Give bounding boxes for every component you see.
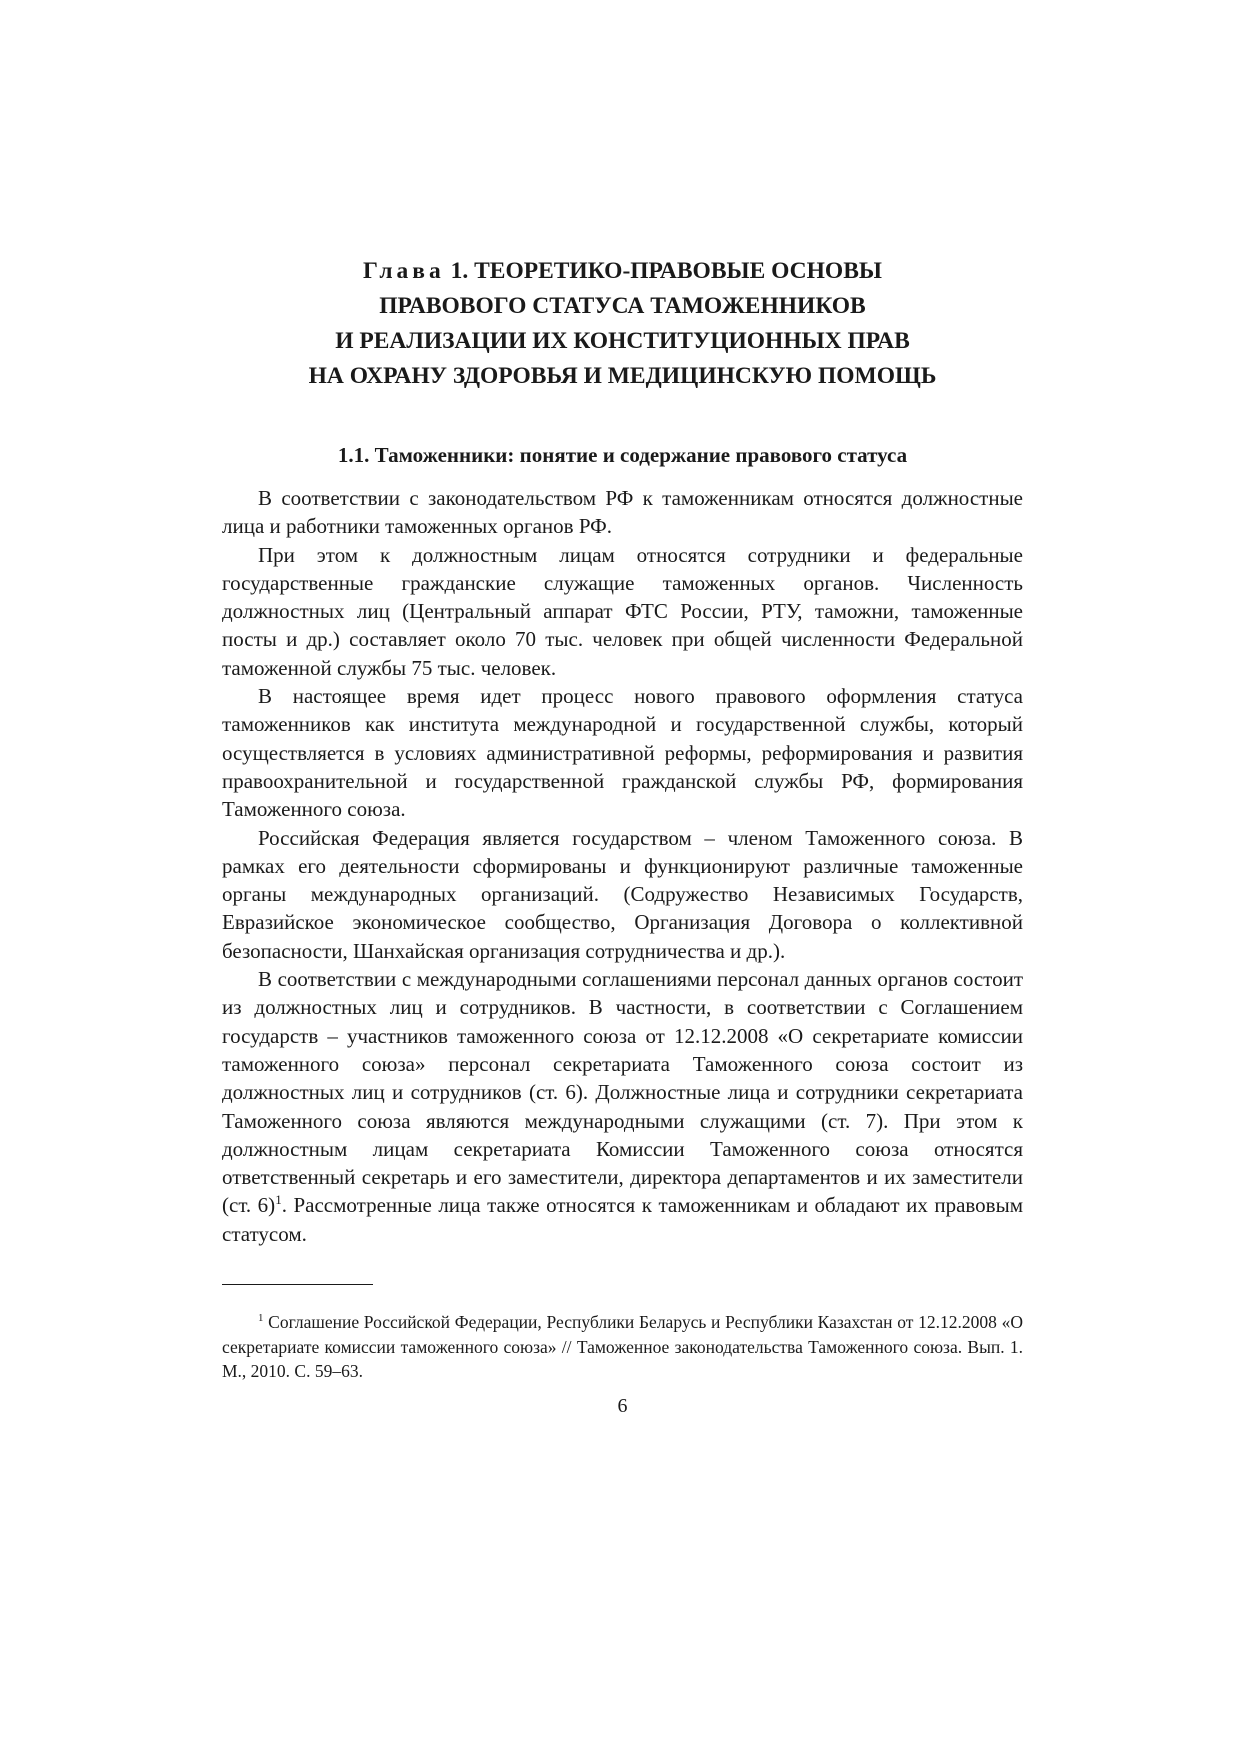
chapter-title-line-1: 1. ТЕОРЕТИКО-ПРАВОВЫЕ ОСНОВЫ (450, 258, 882, 284)
footnote-text: Соглашение Российской Федерации, Республики Беларусь и Республики Казахстан от 12.12.2008 «О секретариате комиссии таможенного союза» // Таможенное законодательства Таможенного союза. Вып. 1. М., 2010. С. 59–63. (222, 1312, 1023, 1381)
paragraph-2: При этом к должностным лицам относятся сотрудники и федеральные государственные гражданские служащие таможенных органов. Численность должностных лиц (Центральный аппарат ФТС России, РТУ, таможни, таможенные посты и др.) составляет около 70 тыс. человек при общей численности Федеральной таможенной службы 75 тыс. человек. (222, 542, 1023, 680)
chapter-label: Глава (363, 258, 445, 284)
paragraph-5 (222, 965, 1023, 1248)
chapter-title-line-4: НА ОХРАНУ ЗДОРОВЬЯ И МЕДИЦИНСКУЮ ПОМОЩЬ (308, 363, 937, 389)
paragraph-3: В настоящее время идет процесс нового правового оформления статуса таможенников как института международной и государственной службы, который осуществляется в условиях административной реформы, реформирования и развития правоохранительной и государственной гражданской службы РФ, формирования Таможенного союза. (222, 684, 1023, 822)
page-number: 6 (617, 1395, 628, 1417)
paragraph-5-tail: . Рассмотренные лица также относятся к таможенникам и обладают их правовым статусом. (222, 1193, 1024, 1246)
chapter-title (222, 254, 1023, 394)
body-text (222, 484, 1023, 1248)
section-title: 1.1. Таможенники: понятие и содержание правового статуса (337, 443, 908, 467)
paragraph-5-text: В соответствии с международными соглашениями персонал данных органов состоит из должностных лиц и сотрудников. В частности, в соответствии с Соглашением государств – участников таможенного союза от 12.12.2008 «О секретариате комиссии таможенного союза» персонал секретариата Таможенного союза состоит из должностных лиц и сотрудников (ст. 6). Должностные лица и сотрудники секретариата Таможенного союза являются международными служащими (ст. 7). При этом к должностным лицам секретариата Комиссии Таможенного союза относятся ответственный секретарь и его заместители, директора департаментов и их заместители (ст. 6) (222, 967, 1023, 1218)
footnote-divider (222, 1284, 373, 1285)
footnote-reference[interactable]: 1 (275, 1192, 282, 1208)
document-page (222, 0, 1023, 1754)
paragraph-1: В соответствии с законодательством РФ к таможенникам относятся должностные лица и работники таможенных органов РФ. (222, 486, 1023, 539)
chapter-title-line-2: ПРАВОВОГО СТАТУСА ТАМОЖЕННИКОВ (379, 293, 866, 319)
footnote (222, 1310, 1023, 1384)
footnote-marker: 1 (258, 1312, 264, 1325)
chapter-title-line-3: И РЕАЛИЗАЦИИ ИХ КОНСТИТУЦИОННЫХ ПРАВ (335, 328, 910, 354)
paragraph-4: Российская Федерация является государством – членом Таможенного союза. В рамках его деятельности сформированы и функционируют различные таможенные органы международных организаций. (Содружество Независимых Государств, Евразийское экономическое сообщество, Организация Договора о коллективной безопасности, Шанхайская организация сотрудничества и др.). (222, 825, 1023, 963)
